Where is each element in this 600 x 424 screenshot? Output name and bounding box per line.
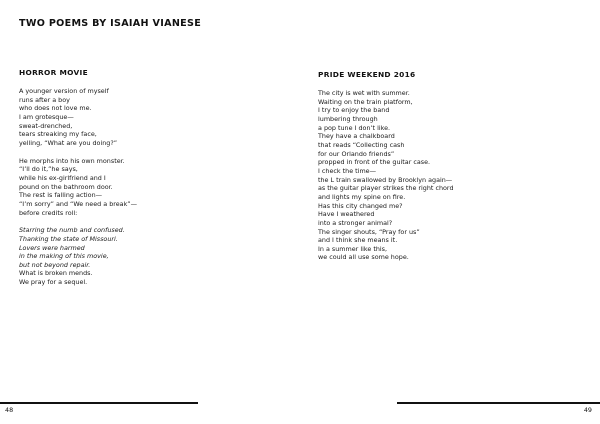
poem-line: I am grotesque— [19,112,74,121]
poem-line: but not beyond repair. [19,260,91,269]
poem-line: that reads “Collecting cash [318,140,405,149]
stanza [19,87,137,148]
poem-line: “I’ll do it,”he says, [19,165,78,174]
poem-line: and lights my spine on fire. [318,192,406,201]
page-number: 48 [5,406,14,414]
poem-line: In a summer like this, [318,244,388,253]
poem-line: He morphs into his own monster. [19,156,125,165]
poem-line: tears streaking my face, [19,130,97,139]
poem-line: A younger version of myself [19,87,109,95]
poem-body-horror-movie [19,87,137,296]
poem-line: runs after a boy [19,95,70,104]
poem-line: We pray for a sequel. [19,278,88,287]
poem-line: yelling, “What are you doing?” [19,138,118,147]
poem-line: the L train swallowed by Brooklyn again— [318,175,453,184]
stanza [19,226,137,287]
poem-line: sweat-drenched, [19,121,73,130]
poem-line: we could all use some hope. [318,253,409,262]
poem-line: propped in front of the guitar case. [318,158,431,167]
poem-line: I check the time— [318,166,377,175]
poem-line: who does not love me. [19,104,92,113]
poem-line: I try to enjoy the band [318,106,390,115]
poem-title-horror-movie: HORROR MOVIE [19,68,88,77]
poem-line: a pop tune I don’t like. [318,123,391,132]
poem-line: and I think she means it. [318,236,398,245]
poem-line: Has this city changed me? [318,201,403,210]
poem-line: Lovers were harmed [19,243,85,252]
poem-line: as the guitar player strikes the right chord [318,184,454,193]
poem-line: pound on the bathroom door. [19,182,113,191]
poem-line: The singer shouts, “Pray for us” [318,227,420,236]
poem-line: The city is wet with summer. [318,89,410,97]
poem-line: lumbering through [318,114,378,123]
poem-line: into a stronger animal? [318,218,393,227]
poem-line: Thanking the state of Missouri. [19,234,118,243]
stanza [19,157,137,218]
footer-rule [0,402,198,404]
poem-line: “I’m sorry” and “We need a break”— [19,199,138,208]
footer-rule [397,402,600,404]
poem-line: before credits roll: [19,208,78,217]
poem-body-pride-weekend [318,89,454,271]
poem-title-pride-weekend: PRIDE WEEKEND 2016 [318,70,416,79]
poem-line: Waiting on the train platform, [318,97,413,106]
poem-line: Have I weathered [318,210,375,219]
poem-line: while his ex-girlfriend and I [19,173,106,182]
book-title: TWO POEMS BY ISAIAH VIANESE [19,18,202,29]
poem-line: What is broken mends. [19,269,93,278]
page-number: 49 [583,406,592,414]
poem-line: They have a chalkboard [318,132,395,141]
poem-line: The rest is falling action— [19,191,103,200]
poem-line: in the making of this movie, [19,252,109,261]
poem-line: Starring the numb and confused. [19,226,125,235]
stanza [318,89,454,262]
right-page [300,0,600,424]
poem-line: for our Orlando friends” [318,149,395,158]
